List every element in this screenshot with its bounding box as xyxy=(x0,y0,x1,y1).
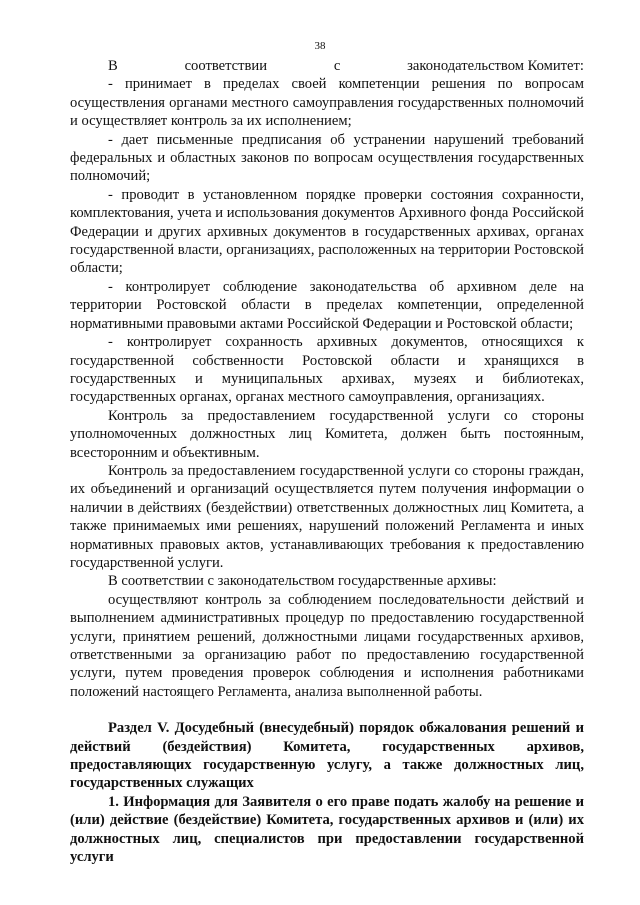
sub-section-title: 1. Информация для Заявителя о его праве подать жалобу на решение и (или) действие (бездействие) Комитета, государственных архивов и (или) их должностных лиц, специалистов при предоставлении государственной услуги xyxy=(70,793,584,866)
paragraph-archives-control: осуществляют контроль за соблюдением последовательности действий и выполнением административных процедур по предоставлению государственной услуги, принятием решений, должностными лицами государственных архивов, ответственными за организацию работ по предоставлению государственной услуги, путем проведения проверок соблюдения и исполнения работниками положений настоящего Регламента, анализа выполненной работы. xyxy=(70,591,584,700)
intro-word-4: законодательством Комитет: xyxy=(407,58,584,74)
intro-word-2: соответствии xyxy=(184,58,268,74)
paragraph-powers-decisions: - принимает в пределах своей компетенции решения по вопросам осуществления органами местного самоуправления государственных полномочий и осуществляет контроль за их исполнением; xyxy=(70,76,584,130)
paragraph-control-citizens: Контроль за предоставлением государственной услуги со стороны граждан, их объединений и организаций осуществляется путем получения информации о наличии в действиях (бездействии) ответственных должностных лиц Комитета, а также принимаемых ими решениях, нарушений положений Регламента и иных нормативных правовых актов, устанавливающих требования к предоставлению государственной услуги. xyxy=(70,462,584,571)
document-body xyxy=(70,57,584,866)
paragraph-written-orders: - дает письменные предписания об устранении нарушений требований федеральных и областных законов по вопросам осуществления государственных полномочий; xyxy=(70,131,584,185)
paragraph-law-compliance: - контролирует соблюдение законодательства об архивном деле на территории Ростовской области в пределах компетенции, определенной нормативными правовыми актами Российской Федерации и Ростовской области; xyxy=(70,278,584,332)
paragraph-archives-intro: В соответствии с законодательством государственные архивы: xyxy=(108,573,497,590)
intro-line xyxy=(70,57,584,75)
paragraph-safekeeping: - контролирует сохранность архивных документов, относящихся к государственной собственности Ростовской области и хранящихся в государственных и муниципальных архивах, музеях и библиотеках, государственных органах, органах местного самоуправления, организациях. xyxy=(70,334,584,406)
paragraph-control-officials: Контроль за предоставлением государственной услуги со стороны уполномоченных должностных лиц Комитета, должен быть постоянным, всесторонним и объективным. xyxy=(70,407,584,461)
page-number: 38 xyxy=(314,40,326,52)
intro-word-3: с xyxy=(333,58,341,74)
paragraph-inspections: - проводит в установленном порядке проверки состояния сохранности, комплектования, учета и использования документов Архивного фонда Российской Федерации и других архивных документов в государственных архивах, органах государственной власти, организациях, расположенных на территории Ростовской области; xyxy=(70,186,584,277)
intro-word-1: В xyxy=(108,58,118,74)
section-title: Раздел V. Досудебный (внесудебный) порядок обжалования решений и действий (бездействия) Комитета, государственных архивов, предоставляющих государственную услугу, а также должностных лиц, государственных служащих xyxy=(70,720,584,792)
